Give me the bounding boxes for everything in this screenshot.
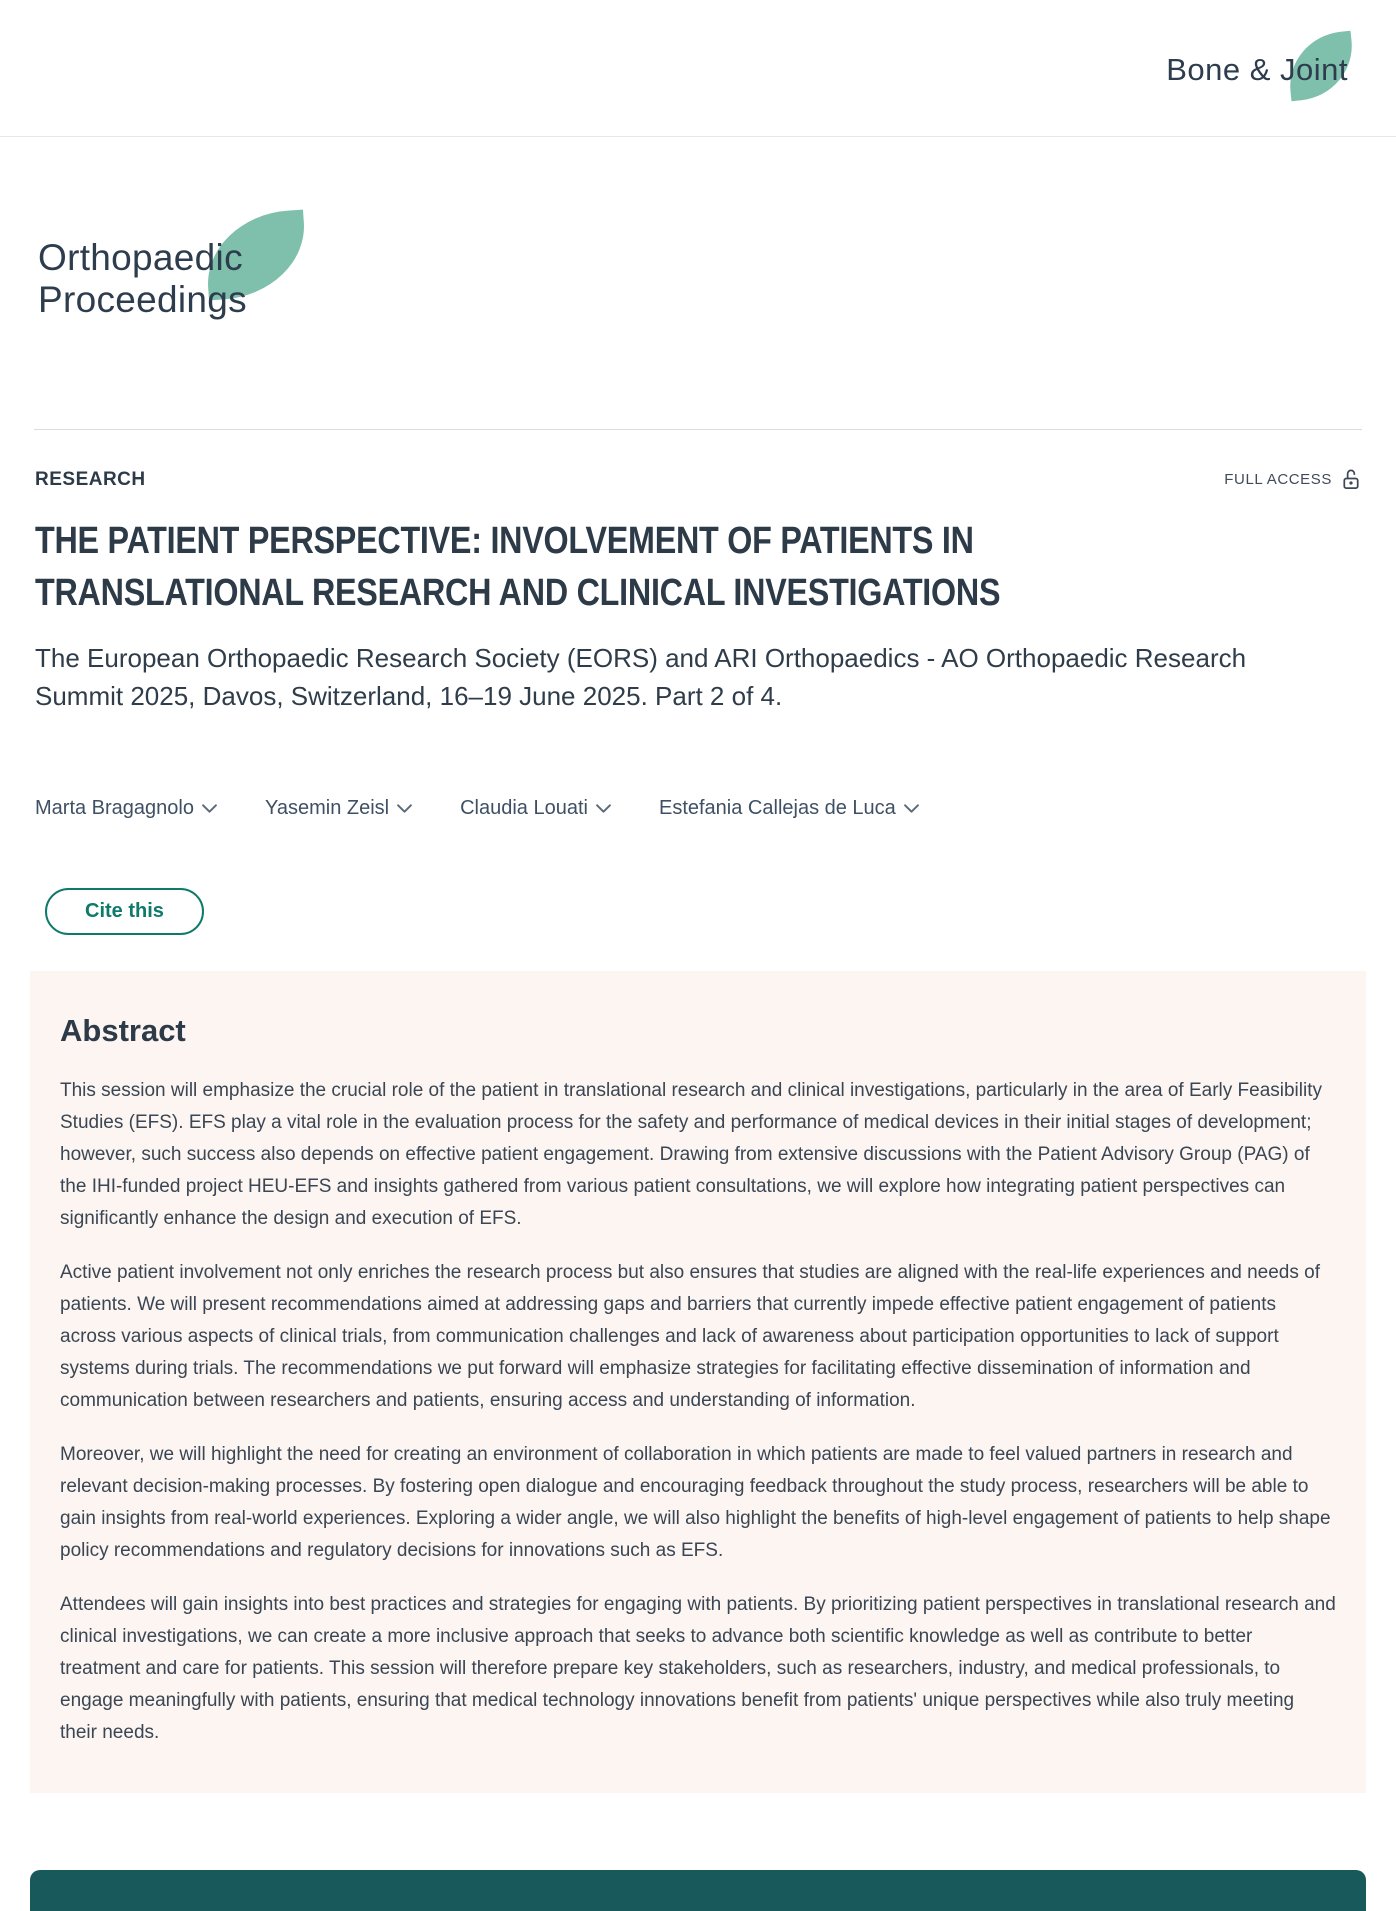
article-section-label: RESEARCH: [35, 468, 146, 490]
article-subtitle: [35, 639, 1361, 715]
journal-name-line2: Proceedings: [38, 279, 247, 320]
site-header: [0, 0, 1396, 137]
chevron-down-icon: [202, 804, 217, 813]
author-name: Claudia Louati: [460, 797, 588, 819]
title-line-2: TRANSLATIONAL RESEARCH AND CLINICAL INVESTIGATIONS: [35, 572, 1001, 614]
author-dropdown-marta-bragagnolo[interactable]: [35, 797, 217, 820]
subtitle-line-2: Summit 2025, Davos, Switzerland, 16–19 June 2025. Part 2 of 4.: [35, 681, 783, 711]
abstract-paragraph: Attendees will gain insights into best practices and strategies for engaging with patients. By prioritizing patient perspectives in translational research and clinical investigations, we can create a more inclusive approach that seeks to advance both scientific knowledge as well as contribute to better treatment and care for patients. This session will therefore prepare key stakeholders, such as researchers, industry, and medical professionals, to engage meaningfully with patients, ensuring that medical technology innovations benefit from patients' unique perspectives while also truly meeting their needs.: [60, 1594, 1336, 1743]
author-list: [35, 797, 1361, 820]
page-title: [35, 515, 1361, 619]
abstract-section: [30, 971, 1366, 1793]
author-dropdown-claudia-louati[interactable]: [460, 797, 611, 820]
abstract-paragraph: This session will emphasize the crucial role of the patient in translational research and clinical investigations, particularly in the area of Early Feasibility Studies (EFS). EFS play a vital role in the evaluation process for the safety and performance of medical devices in their initial stages of development; however, such success also depends on effective patient engagement. Drawing from extensive discussions with the Patient Advisory Group (PAG) of the IHI-funded project HEU-EFS and insights gathered from various patient consultations, we will explore how integrating patient perspectives can significantly enhance the design and execution of EFS.: [60, 1080, 1322, 1229]
chevron-down-icon: [904, 804, 919, 813]
chevron-down-icon: [596, 804, 611, 813]
article-main: [0, 468, 1396, 1793]
title-line-1: THE PATIENT PERSPECTIVE: INVOLVEMENT OF PATIENTS IN: [35, 520, 974, 562]
journal-header: [0, 137, 1396, 321]
article-meta-row: [35, 468, 1361, 491]
open-lock-icon: [1341, 468, 1361, 491]
abstract-paragraph: Moreover, we will highlight the need for creating an environment of collaboration in which patients are made to feel valued partners in research and relevant decision-making processes. By fostering open dialogue and encouraging feedback throughout the study process, researchers will be able to gain insights from real-world experiences. Exploring a wider angle, we will also highlight the benefits of high-level engagement of patients to help shape policy recommendations and regulatory decisions for innovations such as EFS.: [60, 1444, 1331, 1561]
publisher-logo[interactable]: [1166, 50, 1348, 90]
author-dropdown-estefania-callejas-de-luca[interactable]: [659, 797, 919, 820]
footer-bar: [30, 1870, 1366, 1911]
abstract-heading: Abstract: [60, 1013, 186, 1048]
chevron-down-icon: [397, 804, 412, 813]
access-badge: [1224, 468, 1361, 491]
cite-row: [45, 888, 1396, 935]
access-label: FULL ACCESS: [1224, 471, 1332, 488]
publisher-logo-text: Bone & Joint: [1166, 52, 1348, 87]
section-divider: [34, 429, 1362, 430]
cite-this-button[interactable]: Cite this: [45, 888, 204, 935]
abstract-paragraph: Active patient involvement not only enriches the research process but also ensures that studies are aligned with the real-life experiences and needs of patients. We will present recommendations aimed at addressing gaps and barriers that currently impede effective patient engagement of patients across various aspects of clinical trials, from communication challenges and lack of awareness about participation opportunities to lack of support systems during trials. The recommendations we put forward will emphasize strategies for facilitating effective dissemination of information and communication between researchers and patients, ensuring access and understanding of information.: [60, 1262, 1321, 1411]
journal-name-line1: Orthopaedic: [38, 237, 243, 278]
author-dropdown-yasemin-zeisl[interactable]: [265, 797, 412, 820]
journal-logo[interactable]: [38, 237, 247, 321]
subtitle-line-1: The European Orthopaedic Research Society (EORS) and ARI Orthopaedics - AO Orthopaedic Research: [35, 643, 1247, 673]
author-name: Estefania Callejas de Luca: [658, 797, 896, 819]
author-name: Yasemin Zeisl: [264, 797, 390, 819]
author-name: Marta Bragagnolo: [35, 797, 194, 819]
